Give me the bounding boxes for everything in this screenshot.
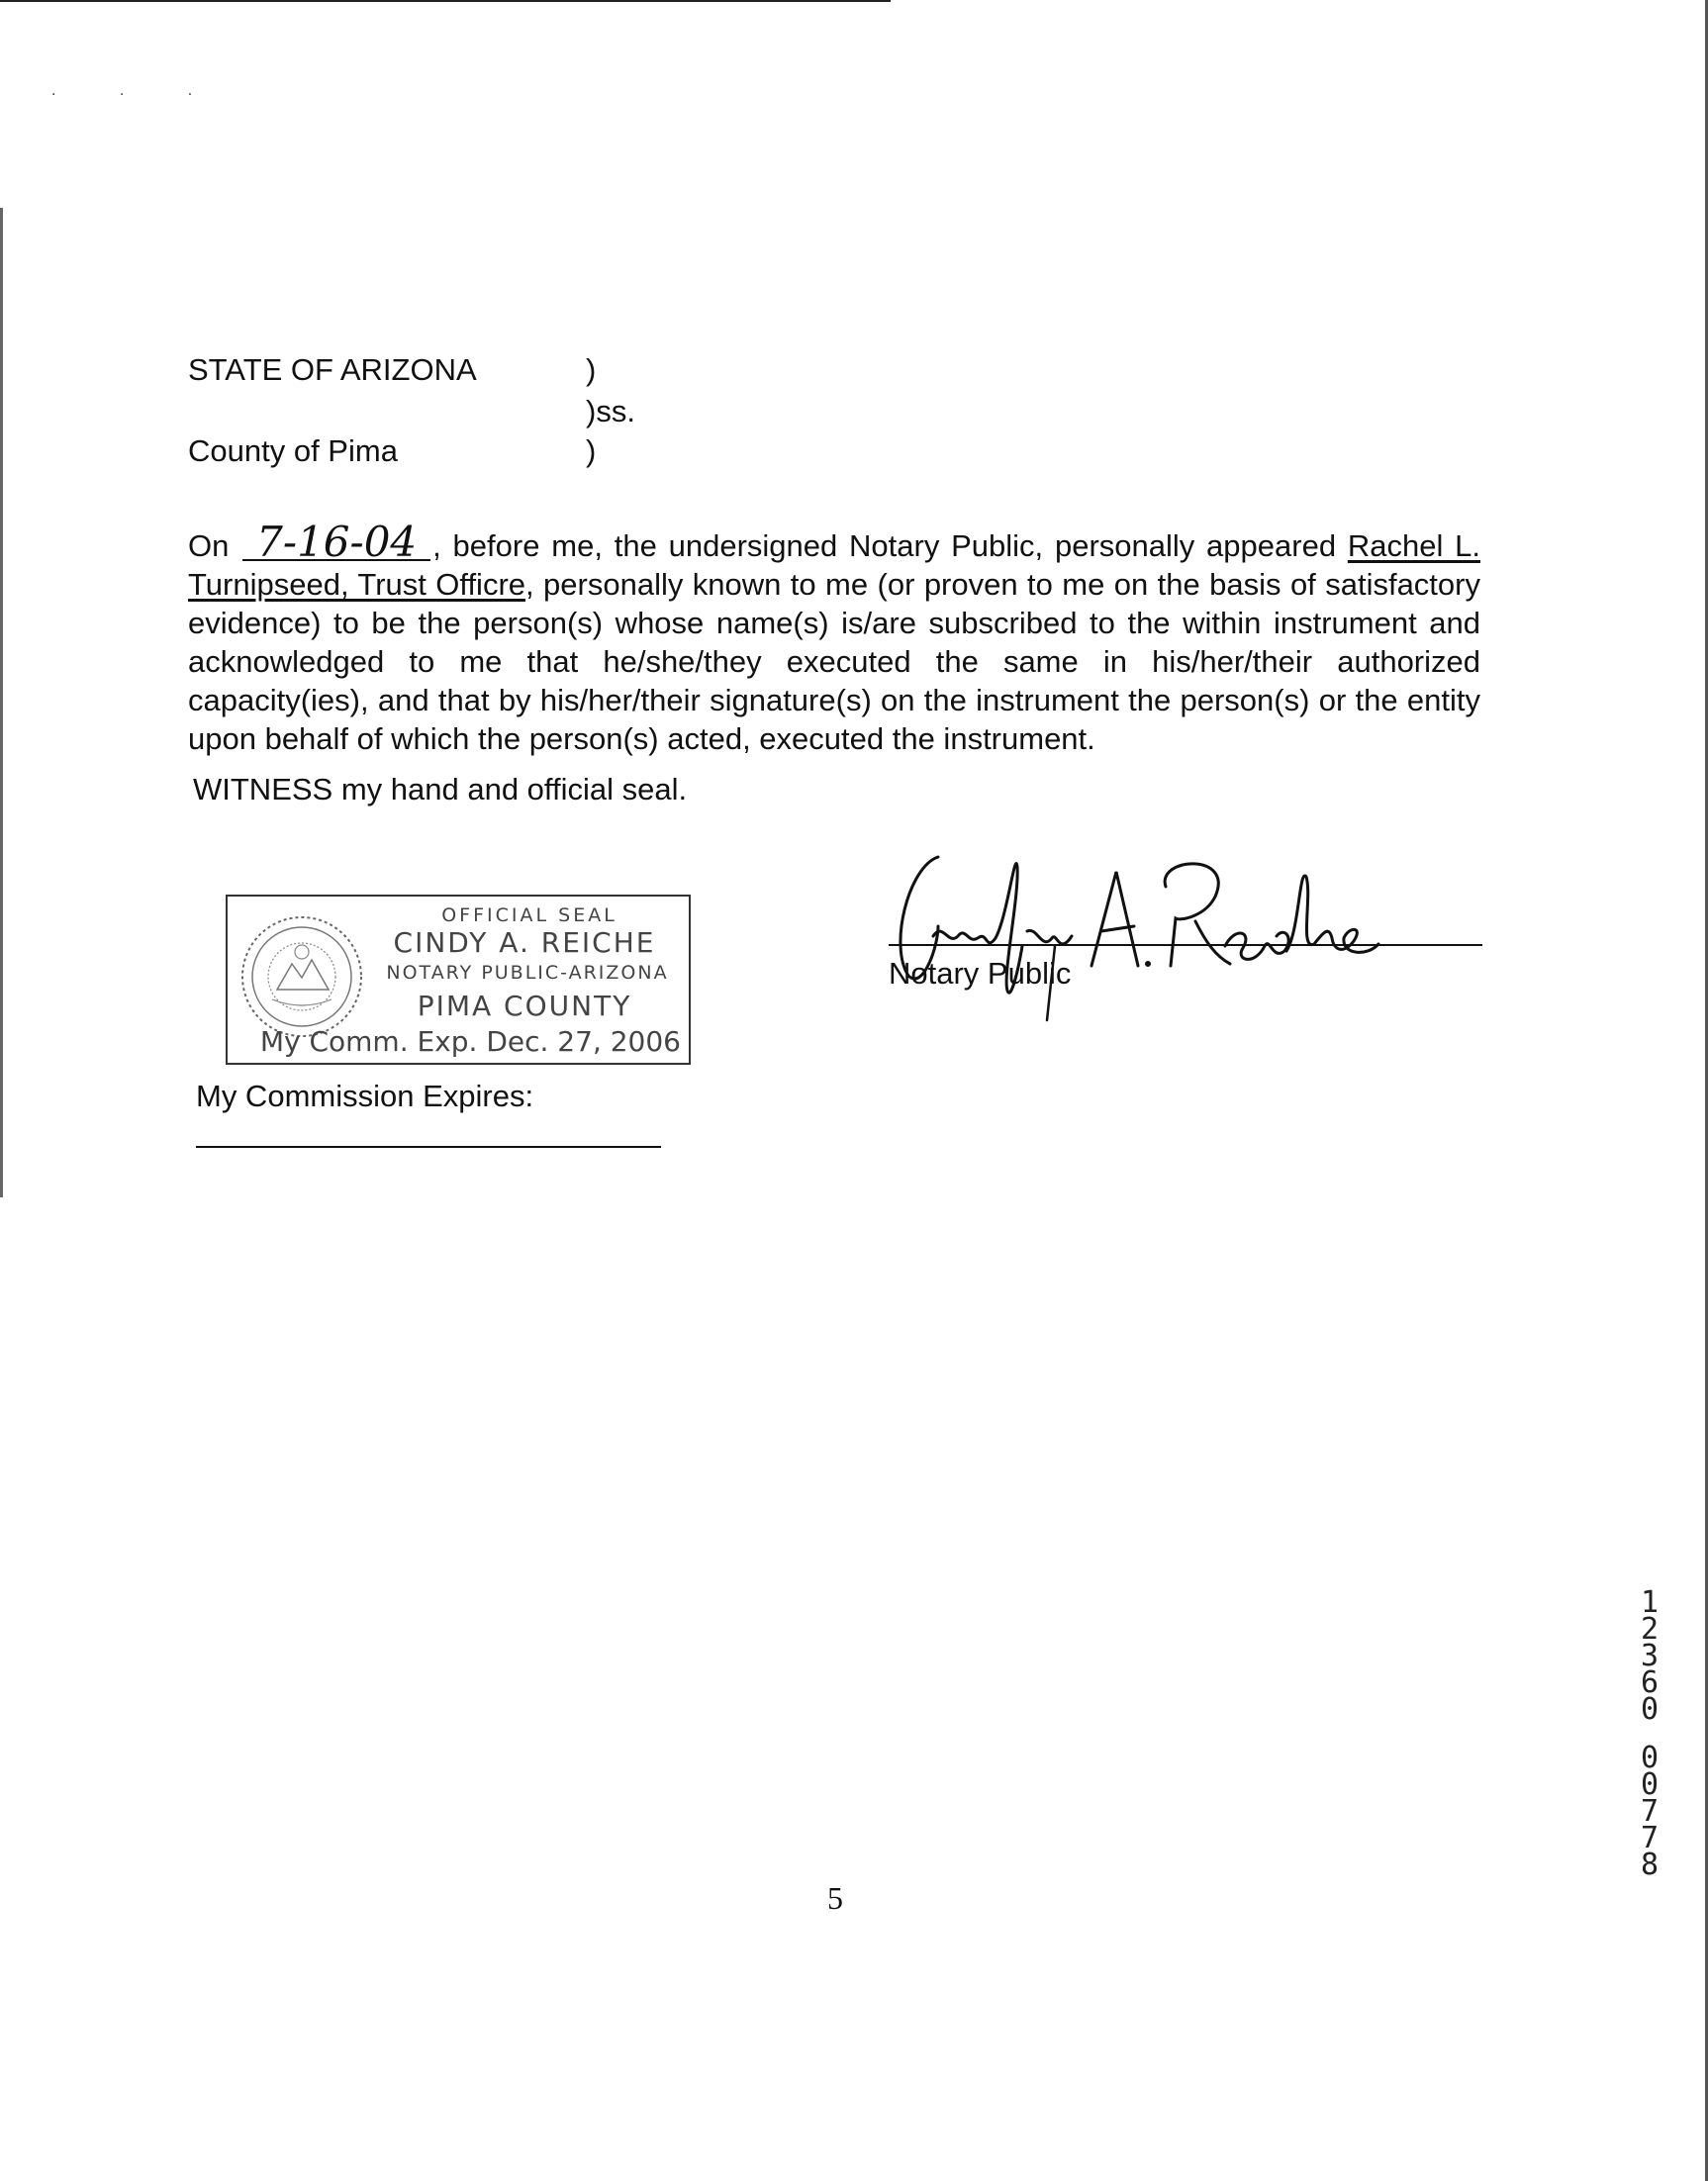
acknowledgment-paragraph (188, 518, 1480, 758)
acknowledgment-on: On (188, 528, 230, 563)
venue-paren-top: ) (586, 352, 597, 387)
seal-notary-name: CINDY A. REICHE (393, 926, 656, 959)
bates-number-part1: 12360 (1640, 1585, 1660, 1727)
signature-line (889, 944, 1482, 946)
venue-state: STATE OF ARIZONA (188, 352, 477, 387)
commission-expires-line (196, 1146, 661, 1148)
venue-paren-bottom: ) (586, 433, 597, 468)
handwritten-date: 7-16-04 (242, 525, 430, 561)
appeared-person-name: Rachel L. Turnipseed, Trust Officre (188, 528, 1480, 602)
seal-expiration: My Comm. Exp. Dec. 27, 2006 (259, 1025, 681, 1058)
venue-ss: )ss. (586, 394, 635, 428)
venue-county: County of Pima (188, 433, 398, 468)
state-seal-emblem-icon (237, 912, 366, 1041)
seal-county: PIMA COUNTY (417, 990, 632, 1022)
scan-specks: · · · (51, 87, 223, 103)
bates-number (1635, 1585, 1664, 1882)
acknowledgment-remainder: , personally known to me (or proven to me on the basis of satisfactory evidence) to be the person(s) whose name(s) is/are subscribed to the within instrument and acknowledged to me that he/she/they executed the same in his/her/their authorized capacity(ies), and that by his/her/their signature(s) on the instrument the person(s) or the entity upon behalf of which the person(s) acted, executed the instrument. (188, 567, 1480, 756)
seal-heading: OFFICIAL SEAL (441, 904, 617, 926)
notary-signature (879, 827, 1393, 1025)
bates-number-part2: 00778 (1640, 1741, 1660, 1882)
commission-expires-label: My Commission Expires: (196, 1079, 534, 1113)
acknowledgment-before-me: , before me, the undersigned Notary Public, personally appeared (432, 528, 1348, 563)
witness-statement: WITNESS my hand and official seal. (193, 772, 688, 806)
seal-title: NOTARY PUBLIC-ARIZONA (386, 962, 669, 984)
scan-edge-left (0, 208, 3, 1197)
scan-edge-top (0, 0, 891, 2)
page-number: 5 (827, 1880, 843, 1916)
notary-public-label: Notary Public (889, 956, 1072, 991)
notary-seal-stamp (226, 895, 691, 1065)
